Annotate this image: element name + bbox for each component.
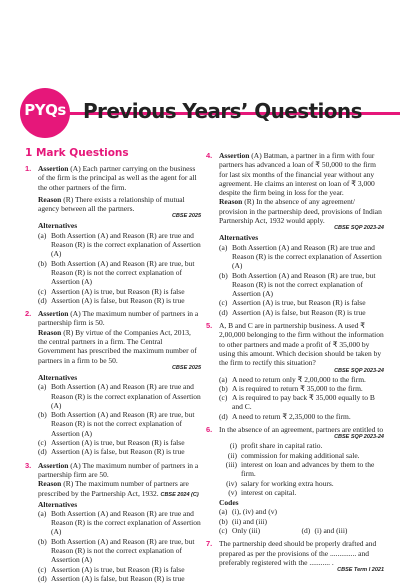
assertion-label: Assertion xyxy=(38,164,69,173)
reason-text: (R) The maximum number of partners are prescribed by the Partnership Act, 1932. xyxy=(38,479,189,498)
option[interactable]: (d) (i) and (iii) xyxy=(301,525,348,535)
question-number: 6. xyxy=(206,425,213,435)
section-title: 1 Mark Questions xyxy=(25,147,129,159)
option[interactable]: (b) A is required to return ₹ 35,000 to the firm. xyxy=(219,383,363,393)
option[interactable]: (d) A need to return ₹ 2,35,000 to the firm. xyxy=(219,411,351,421)
assertion-label: Assertion xyxy=(38,309,69,319)
source-tag: CBSE SQP 2023-24 xyxy=(334,367,384,374)
question-text: A, B and C are in partnership business. A used ₹ 2,00,000 belonging to the firm without the information to other partners and made a profit of ₹ 35,000 by using this amount. Which decision should be taken by the firm to rectify this situation? xyxy=(219,321,384,368)
assertion-text: (A) Each partner carrying on the business of the firm is the principal as well as the agent for all the other partners of the firm. xyxy=(38,164,197,192)
option[interactable]: (a) Both Assertion (A) and Reason (R) are true and Reason (R) is the correct explanation of Assertion (A) xyxy=(219,242,382,271)
question-number: 2. xyxy=(25,309,32,319)
alternatives-label: Alternatives xyxy=(219,233,259,243)
pyq-badge-label: PYQs xyxy=(24,101,66,119)
option[interactable]: (d) Assertion (A) is false, but Reason (R) is true xyxy=(38,447,185,457)
assertion-label: Assertion xyxy=(219,151,250,160)
assertion-text: (A) The maximum number of partners in a partnership firm are 50. xyxy=(38,460,199,479)
source-tag: CBSE SQP 2023-24 xyxy=(334,434,384,441)
codes-label: Codes xyxy=(219,498,239,508)
reason-text: (R) In the absence of any agreement/ provision in the partnership deed, provisions of Indian Partnership Act, 1932 would apply. xyxy=(219,197,382,226)
alternatives-label: Alternatives xyxy=(38,372,78,382)
codes-row xyxy=(219,526,384,535)
option[interactable]: (d) Assertion (A) is false, but Reason (R) is true xyxy=(38,295,185,305)
option[interactable]: (c) Assertion (A) is true, but Reason (R) is false xyxy=(38,564,185,574)
source-tag: CBSE 2024 (C) xyxy=(160,491,199,498)
page-title: Previous Years’ Questions xyxy=(83,99,362,123)
question-2 xyxy=(25,309,201,456)
option[interactable]: (b) Both Assertion (A) and Reason (R) are true, but Reason (R) is not the correct explanation of Assertion (A) xyxy=(219,270,376,299)
option[interactable]: (a) Both Assertion (A) and Reason (R) are true and Reason (R) is the correct explanation of Assertion (A) xyxy=(38,508,201,537)
option[interactable]: (b) Both Assertion (A) and Reason (R) are true, but Reason (R) is not the correct explanation of Assertion (A) xyxy=(38,258,195,287)
reason-text: (R) By virtue of the Companies Act, 2013, the central partners in a firm. The Central Government has prescribed the maximum number of partners in a firm to be 50. xyxy=(38,327,197,365)
option[interactable]: (c) Only (iii) xyxy=(219,525,261,535)
question-number: 5. xyxy=(206,321,213,331)
option[interactable]: (c) Assertion (A) is true, but Reason (R) is false xyxy=(38,286,185,296)
alternatives-label: Alternatives xyxy=(38,499,78,509)
option[interactable]: (d) Assertion (A) is false, but Reason (R) is true xyxy=(219,307,366,317)
question-1 xyxy=(25,164,201,305)
source-tag: CBSE 2025 xyxy=(171,364,201,371)
option[interactable]: (d) Assertion (A) is false, but Reason (R) is true xyxy=(38,573,185,583)
assertion-label: Assertion xyxy=(38,460,69,470)
option[interactable]: (c) Assertion (A) is true, but Reason (R) is false xyxy=(219,298,366,308)
option[interactable]: (b) Both Assertion (A) and Reason (R) are true, but Reason (R) is not the correct explanation of Assertion (A) xyxy=(38,536,195,565)
question-text: The partnership deed should be properly drafted and prepared as per the provisions of the .............. and preferably registered with the ........... . xyxy=(219,539,377,567)
question-number: 4. xyxy=(206,151,213,160)
question-number: 1. xyxy=(25,164,32,173)
reason-label: Reason xyxy=(219,197,243,207)
assertion-text: (A) Batman, a partner in a firm with four partners has advanced a loan of ₹ 50,000 to the firm for last six months of the financial year without any agreement. He claims an interest on loan of ₹ 3,000 despite the firm being in loss for the year. xyxy=(219,151,377,198)
source-tag: CBSE 2025 xyxy=(171,213,201,220)
question-text: In the absence of an agreement, partners are entitled to xyxy=(219,425,384,435)
left-column xyxy=(25,147,201,587)
question-6 xyxy=(206,425,384,535)
option[interactable]: (a) Both Assertion (A) and Reason (R) are true and Reason (R) is the correct explanation of Assertion (A) xyxy=(38,382,201,410)
statement: (iv) salary for working extra hours. xyxy=(226,478,334,488)
question-4 xyxy=(206,151,384,317)
question-5 xyxy=(206,321,384,421)
reason-text: (R) There exists a relationship of mutual agency between all the partners. xyxy=(38,194,185,214)
option[interactable]: (b) (ii) and (iii) xyxy=(219,516,267,526)
reason-label: Reason xyxy=(38,194,62,204)
question-7 xyxy=(206,539,384,574)
option[interactable]: (a) A need to return only ₹ 2,00,000 to the firm. xyxy=(219,374,366,384)
source-tag: CBSE SQP 2023-24 xyxy=(334,225,384,232)
option[interactable]: (a) (i), (iv) and (v) xyxy=(219,507,277,517)
statement: (iii) interest on loan and advances by them to the firm. xyxy=(225,459,375,479)
statement: (ii) commission for making additional sale. xyxy=(227,450,360,460)
reason-label: Reason xyxy=(38,479,62,489)
question-number: 3. xyxy=(25,460,32,470)
alternatives-label: Alternatives xyxy=(38,221,78,231)
statement: (v) interest on capital. xyxy=(228,487,297,497)
reason-label: Reason xyxy=(38,327,62,337)
option[interactable]: (a) Both Assertion (A) and Reason (R) are true and Reason (R) is the correct explanation of Assertion (A) xyxy=(38,230,201,259)
assertion-text: (A) The maximum number of partners in a partnership firm is 50. xyxy=(38,309,199,328)
option[interactable]: (c) A is required to pay back ₹ 35,000 equally to B and C. xyxy=(219,393,375,412)
question-number: 7. xyxy=(206,539,213,549)
option[interactable]: (c) Assertion (A) is true, but Reason (R) is false xyxy=(38,438,185,448)
right-column xyxy=(206,151,384,578)
question-3 xyxy=(25,461,201,584)
source-tag: CBSE Term I 2021 xyxy=(337,567,384,574)
option[interactable]: (b) Both Assertion (A) and Reason (R) are true, but Reason (R) is not the correct explanation of Assertion (A) xyxy=(38,410,195,438)
statement: (i) profit share in capital ratio. xyxy=(229,441,323,451)
